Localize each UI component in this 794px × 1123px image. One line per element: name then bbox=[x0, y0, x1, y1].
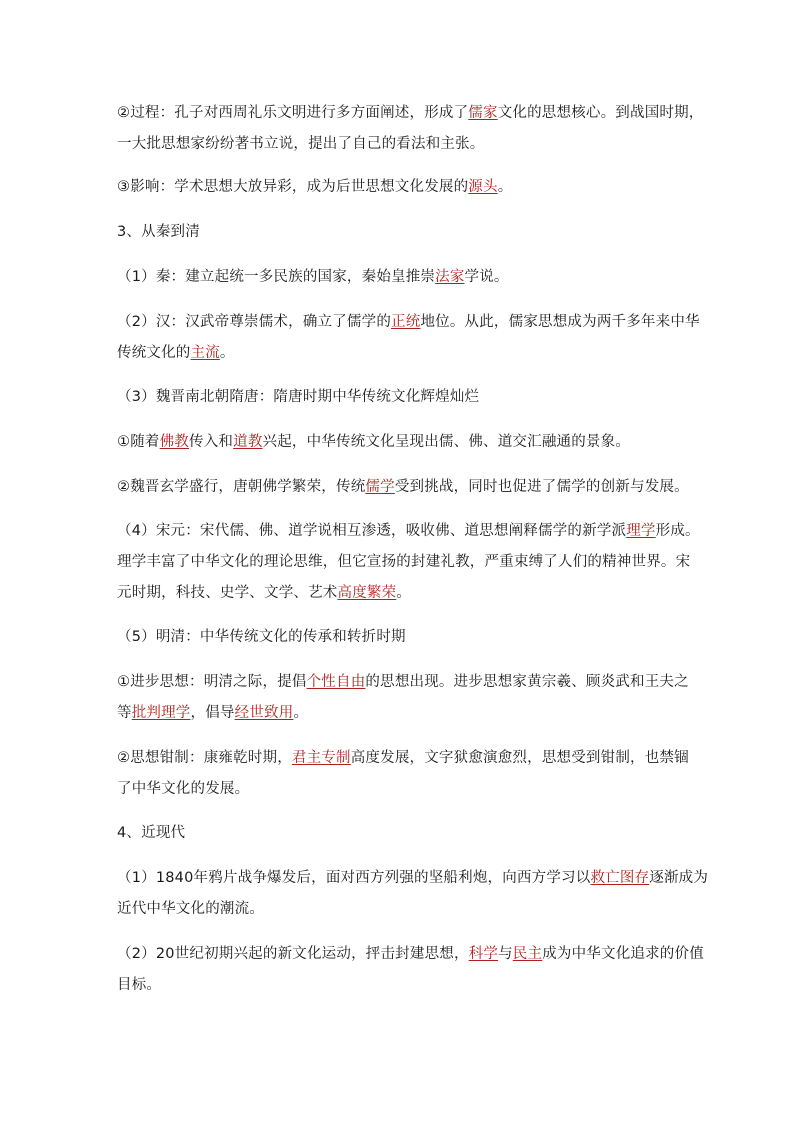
paragraph-han-line2 bbox=[117, 343, 235, 363]
keyword-pipanlixue: 批判理学 bbox=[131, 705, 191, 721]
text: 逐渐成为 bbox=[649, 870, 709, 886]
keyword-rujia: 儒家 bbox=[468, 105, 498, 121]
keyword-fojiao: 佛教 bbox=[159, 434, 190, 450]
text: 等 bbox=[117, 705, 132, 721]
text: 高度发展，文字狱愈演愈烈，思想受到钳制，也禁锢 bbox=[350, 750, 689, 766]
text: 传入和 bbox=[189, 434, 234, 450]
keyword-fajia: 法家 bbox=[435, 269, 465, 285]
text: （2）20世纪初期兴起的新文化运动，抨击封建思想， bbox=[117, 946, 469, 962]
section-heading-qin-to-qing: 3、从秦到清 bbox=[117, 224, 200, 240]
text: （1）1840年鸦片战争爆发后，面对西方列强的坚船利炮，向西方学习以 bbox=[117, 870, 591, 886]
paragraph-songyuan-line1 bbox=[117, 521, 700, 541]
text: 受到挑战，同时也促进了儒学的创新与发展。 bbox=[394, 479, 689, 495]
text: 。 bbox=[497, 179, 513, 195]
paragraph-xuanxue bbox=[117, 477, 689, 497]
text: 。 bbox=[396, 585, 412, 601]
keyword-zhuliu: 主流 bbox=[190, 345, 220, 361]
keyword-minzhu: 民主 bbox=[512, 946, 543, 962]
text: （2）汉：汉武帝尊崇儒术，确立了儒学的 bbox=[117, 314, 392, 330]
text: 传统文化的 bbox=[117, 345, 191, 361]
paragraph-1840-line2: 近代中华文化的潮流。 bbox=[117, 901, 264, 917]
keyword-daojiao: 道教 bbox=[233, 434, 263, 450]
paragraph-han-line1 bbox=[117, 312, 700, 332]
text: （1）秦：建立起统一多民族的国家，秦始皇推崇 bbox=[117, 269, 436, 285]
text: 文化的思想核心。到战国时期， bbox=[497, 105, 704, 121]
paragraph-process-line1 bbox=[117, 103, 704, 123]
paragraph-process-line2: 一大批思想家纷纷著书立说，提出了自己的看法和主张。 bbox=[117, 136, 485, 152]
text: 成为中华文化追求的价值 bbox=[542, 946, 704, 962]
text: （4）宋元：宋代儒、佛、道学说相互渗透，吸收佛、道思想阐释儒学的新学派 bbox=[117, 523, 627, 539]
keyword-ruxue: 儒学 bbox=[365, 479, 395, 495]
keyword-gexingziyou: 个性自由 bbox=[306, 674, 366, 690]
paragraph-control-line1 bbox=[117, 748, 689, 768]
paragraph-mingqing-heading: （5）明清：中华传统文化的传承和转折时期 bbox=[117, 629, 406, 645]
text: ②魏晋玄学盛行，唐朝佛学繁荣，传统 bbox=[117, 479, 366, 495]
keyword-kexue: 科学 bbox=[468, 946, 499, 962]
keyword-yuantou: 源头 bbox=[468, 179, 498, 195]
paragraph-songyuan-line3 bbox=[117, 583, 411, 603]
text: ，倡导 bbox=[190, 705, 235, 721]
keyword-zhengtong: 正统 bbox=[391, 314, 421, 330]
text: 形成。 bbox=[655, 523, 700, 539]
paragraph-songyuan-line2: 理学丰富了中华文化的理论思维，但它宣扬的封建礼教，严重束缚了人们的精神世界。宋 bbox=[117, 554, 691, 570]
text: 兴起，中华传统文化呈现出儒、佛、道交汇融通的景象。 bbox=[262, 434, 631, 450]
paragraph-progressive-line1 bbox=[117, 672, 689, 692]
text: ②过程：孔子对西周礼乐文明进行多方面阐述，形成了 bbox=[117, 105, 469, 121]
paragraph-newculture-line1 bbox=[117, 944, 704, 964]
paragraph-weijin-heading: （3）魏晋南北朝隋唐：隋唐时期中华传统文化辉煌灿烂 bbox=[117, 389, 480, 405]
text: 。 bbox=[219, 345, 235, 361]
text: 。 bbox=[293, 705, 309, 721]
paragraph-1840-line1 bbox=[117, 868, 708, 888]
text: ①随着 bbox=[117, 434, 160, 450]
keyword-gaodufanrong: 高度繁荣 bbox=[337, 585, 397, 601]
paragraph-progressive-line2 bbox=[117, 703, 308, 723]
paragraph-qin bbox=[117, 267, 509, 287]
text: 的思想出现。进步思想家黄宗羲、顾炎武和王夫之 bbox=[365, 674, 689, 690]
text: 元时期，科技、史学、文学、艺术 bbox=[117, 585, 338, 601]
section-heading-modern: 4、近现代 bbox=[117, 825, 186, 841]
keyword-jingshizhiyong: 经世致用 bbox=[234, 705, 294, 721]
keyword-junzhuzhuanzhi: 君主专制 bbox=[291, 750, 351, 766]
keyword-lixue: 理学 bbox=[626, 523, 656, 539]
text: ③影响：学术思想大放异彩，成为后世思想文化发展的 bbox=[117, 179, 469, 195]
text: 与 bbox=[498, 946, 513, 962]
paragraph-buddhism-taoism bbox=[117, 432, 630, 452]
paragraph-newculture-line2: 目标。 bbox=[117, 977, 162, 993]
paragraph-influence bbox=[117, 177, 512, 197]
paragraph-control-line2: 了中华文化的发展。 bbox=[117, 781, 250, 797]
text: ①进步思想：明清之际，提倡 bbox=[117, 674, 307, 690]
text: 学说。 bbox=[464, 269, 509, 285]
text: ②思想钳制：康雍乾时期， bbox=[117, 750, 292, 766]
text: 地位。从此，儒家思想成为两千多年来中华 bbox=[420, 314, 700, 330]
keyword-jiuwangtucun: 救亡图存 bbox=[590, 870, 650, 886]
